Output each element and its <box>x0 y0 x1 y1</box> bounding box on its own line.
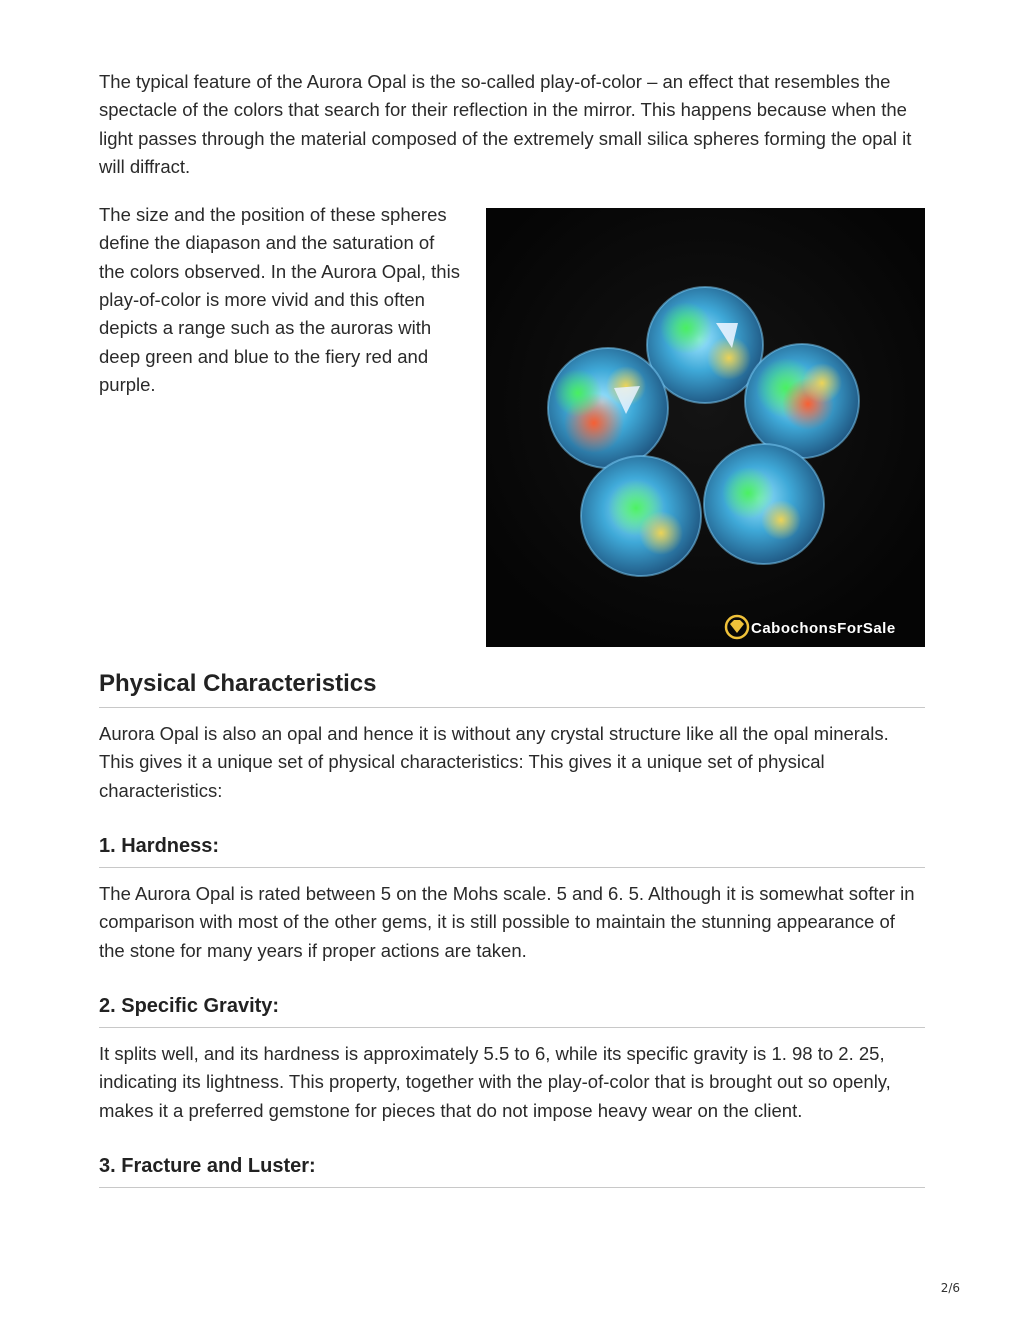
opal-stone-right <box>745 344 859 458</box>
gravity-heading: 2. Specific Gravity: <box>99 991 925 1028</box>
page-content <box>99 68 925 1188</box>
hardness-heading: 1. Hardness: <box>99 831 925 868</box>
aurora-opal-photo <box>486 208 925 647</box>
watermark-text: CabochonsForSale <box>751 620 896 638</box>
opal-stone-bottom-left <box>581 456 701 576</box>
fracture-heading: 3. Fracture and Luster: <box>99 1151 925 1188</box>
hardness-paragraph: The Aurora Opal is rated between 5 on the Mohs scale. 5 and 6. 5. Although it is somewhat softer in comparison with most of the other gems, it is still possible to maintain the stunning appearance of the stone for many years if proper actions are taken. <box>99 883 915 961</box>
opal-stone-bottom-right <box>704 444 824 564</box>
spheres-paragraph: The size and the position of these spheres define the diapason and the saturation of the colors observed. In the Aurora Opal, this play-of-color is more vivid and this often depicts a range such as the auroras with deep green and blue to the fiery red and purple. <box>99 204 460 395</box>
gravity-paragraph: It splits well, and its hardness is approximately 5.5 to 6, while its specific gravity is 1. 98 to 2. 25, indicating its lightness. This property, together with the play-of-color that is brought out so openly, makes it a preferred gemstone for pieces that do not impose heavy wear on the client. <box>99 1042 891 1121</box>
opal-stone-left <box>548 348 668 468</box>
text-image-block <box>99 201 925 647</box>
intro-paragraph: The typical feature of the Aurora Opal is the so-called play-of-color – an effect that resembles the spectacle of the colors that search for their reflection in the mirror. This happens because when the light passes through the material composed of the extremely small silica spheres forming the opal it will diffract. <box>99 71 912 177</box>
physical-paragraph: Aurora Opal is also an opal and hence it is without any crystal structure like all the opal minerals. This gives it a unique set of physical characteristics: This gives it a unique set of physical characteristics: <box>99 723 889 801</box>
physical-heading: Physical Characteristics <box>99 667 925 708</box>
page-number: 2/6 <box>940 1281 960 1295</box>
